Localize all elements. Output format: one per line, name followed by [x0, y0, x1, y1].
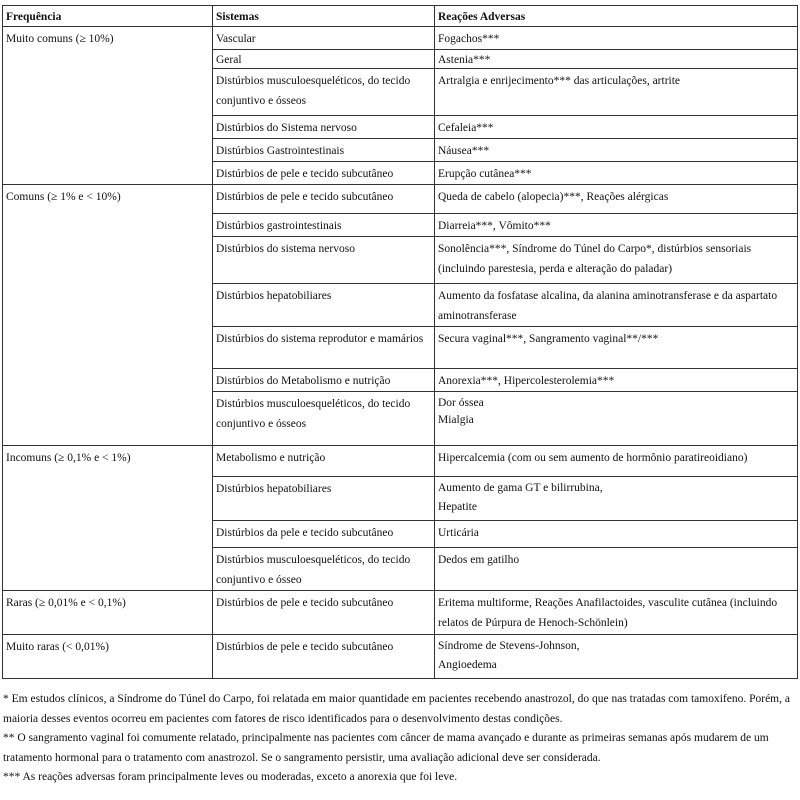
reaction-cell — [435, 392, 798, 446]
header-frequency: Frequência — [3, 6, 213, 27]
table-row — [3, 185, 798, 214]
system-cell: Distúrbios do sistema reprodutor e mamários — [213, 327, 435, 369]
reaction-cell: Dedos em gatilho — [435, 548, 798, 591]
system-cell: Distúrbios de pele e tecido subcutâneo — [213, 185, 435, 214]
footnotes — [3, 690, 797, 788]
footnote-vaginal-bleeding: ** O sangramento vaginal foi comumente relatado, principalmente nas pacientes com câncer de mama avançado e durante as primeiras semanas após mudarem de um tratamento hormonal para o tratamento com anastrozol. Se o sangramento persistir, uma avaliação adicional deve ser considerada. — [3, 732, 769, 764]
reaction-cell: Aumento da fosfatase alcalina, da alanina aminotransferase e da aspartato aminotransferase — [435, 284, 798, 327]
reaction-cell: Cefaleia*** — [435, 116, 798, 139]
system-cell: Distúrbios musculoesqueléticos, do tecido conjuntivo e ósseo — [213, 548, 435, 591]
frequency-rare: Raras (≥ 0,01% e < 0,1%) — [3, 591, 213, 635]
system-cell: Distúrbios hepatobiliares — [213, 284, 435, 327]
system-cell: Metabolismo e nutrição — [213, 446, 435, 477]
reaction-cell: Urticária — [435, 521, 798, 548]
header-systems: Sistemas — [213, 6, 435, 27]
reaction-cell: Fogachos*** — [435, 27, 798, 50]
reaction-cell: Anorexia***, Hipercolesterolemia*** — [435, 369, 798, 392]
footnote-carpal-tunnel: * Em estudos clínicos, a Síndrome do Túnel do Carpo, foi relatada em maior quantidade em pacientes recebendo anastrozol, do que nas tratadas com tamoxifeno. Porém, a maioria desses eventos ocorreu em pacientes com fatores de risco identificados para o desenvolvimento destas condições. — [3, 693, 790, 725]
table-row — [3, 446, 798, 477]
system-cell: Distúrbios de pele e tecido subcutâneo — [213, 591, 435, 635]
system-cell: Distúrbios de pele e tecido subcutâneo — [213, 162, 435, 185]
reaction-line: Mialgia — [438, 414, 474, 426]
system-cell: Distúrbios musculoesqueléticos, do tecido conjuntivo e ósseos — [213, 392, 435, 446]
reaction-cell: Eritema multiforme, Reações Anafilactoides, vasculite cutânea (incluindo relatos de Púrpura de Henoch-Schönlein) — [435, 591, 798, 635]
reaction-line: Síndrome de Stevens-Johnson, — [438, 640, 580, 652]
system-cell: Distúrbios Gastrointestinais — [213, 139, 435, 162]
reaction-cell: Queda de cabelo (alopecia)***, Reações alérgicas — [435, 185, 798, 214]
system-cell: Vascular — [213, 27, 435, 50]
frequency-common: Comuns (≥ 1% e < 10%) — [3, 185, 213, 446]
system-cell: Distúrbios do sistema nervoso — [213, 237, 435, 284]
reaction-cell: Secura vaginal***, Sangramento vaginal**/*** — [435, 327, 798, 369]
reaction-cell: Artralgia e enrijecimento*** das articulações, artrite — [435, 69, 798, 116]
reaction-cell: Erupção cutânea*** — [435, 162, 798, 185]
system-cell: Distúrbios gastrointestinais — [213, 214, 435, 237]
reaction-line: Dor óssea — [438, 397, 484, 409]
header-reactions: Reações Adversas — [435, 6, 798, 27]
reaction-line: Angioedema — [438, 659, 497, 671]
table-row — [3, 591, 798, 635]
footnote-severity: *** As reações adversas foram principalmente leves ou moderadas, exceto a anorexia que foi leve. — [3, 771, 458, 783]
system-cell: Distúrbios de pele e tecido subcutâneo — [213, 635, 435, 679]
reaction-cell: Astenia*** — [435, 50, 798, 69]
table-row — [3, 27, 798, 50]
reaction-cell: Náusea*** — [435, 139, 798, 162]
reaction-cell — [435, 477, 798, 521]
system-cell: Distúrbios hepatobiliares — [213, 477, 435, 521]
reaction-cell: Diarreia***, Vômito*** — [435, 214, 798, 237]
table-row — [3, 635, 798, 679]
reaction-cell — [435, 635, 798, 679]
system-cell: Geral — [213, 50, 435, 69]
reaction-cell: Sonolência***, Síndrome do Túnel do Carpo*, distúrbios sensoriais (incluindo parestesia, perda e alteração do paladar) — [435, 237, 798, 284]
system-cell: Distúrbios do Sistema nervoso — [213, 116, 435, 139]
reaction-line: Aumento de gama GT e bilirrubina, — [438, 482, 603, 494]
frequency-very-rare: Muito raras (< 0,01%) — [3, 635, 213, 679]
system-cell: Distúrbios do Metabolismo e nutrição — [213, 369, 435, 392]
frequency-uncommon: Incomuns (≥ 0,1% e < 1%) — [3, 446, 213, 591]
system-cell: Distúrbios musculoesqueléticos, do tecido conjuntivo e ósseos — [213, 69, 435, 116]
reaction-line: Hepatite — [438, 501, 477, 513]
adverse-reactions-table — [2, 5, 798, 679]
table-header-row — [3, 6, 798, 27]
system-cell: Distúrbios da pele e tecido subcutâneo — [213, 521, 435, 548]
reaction-cell: Hipercalcemia (com ou sem aumento de hormônio paratireoidiano) — [435, 446, 798, 477]
frequency-very-common: Muito comuns (≥ 10%) — [3, 27, 213, 185]
